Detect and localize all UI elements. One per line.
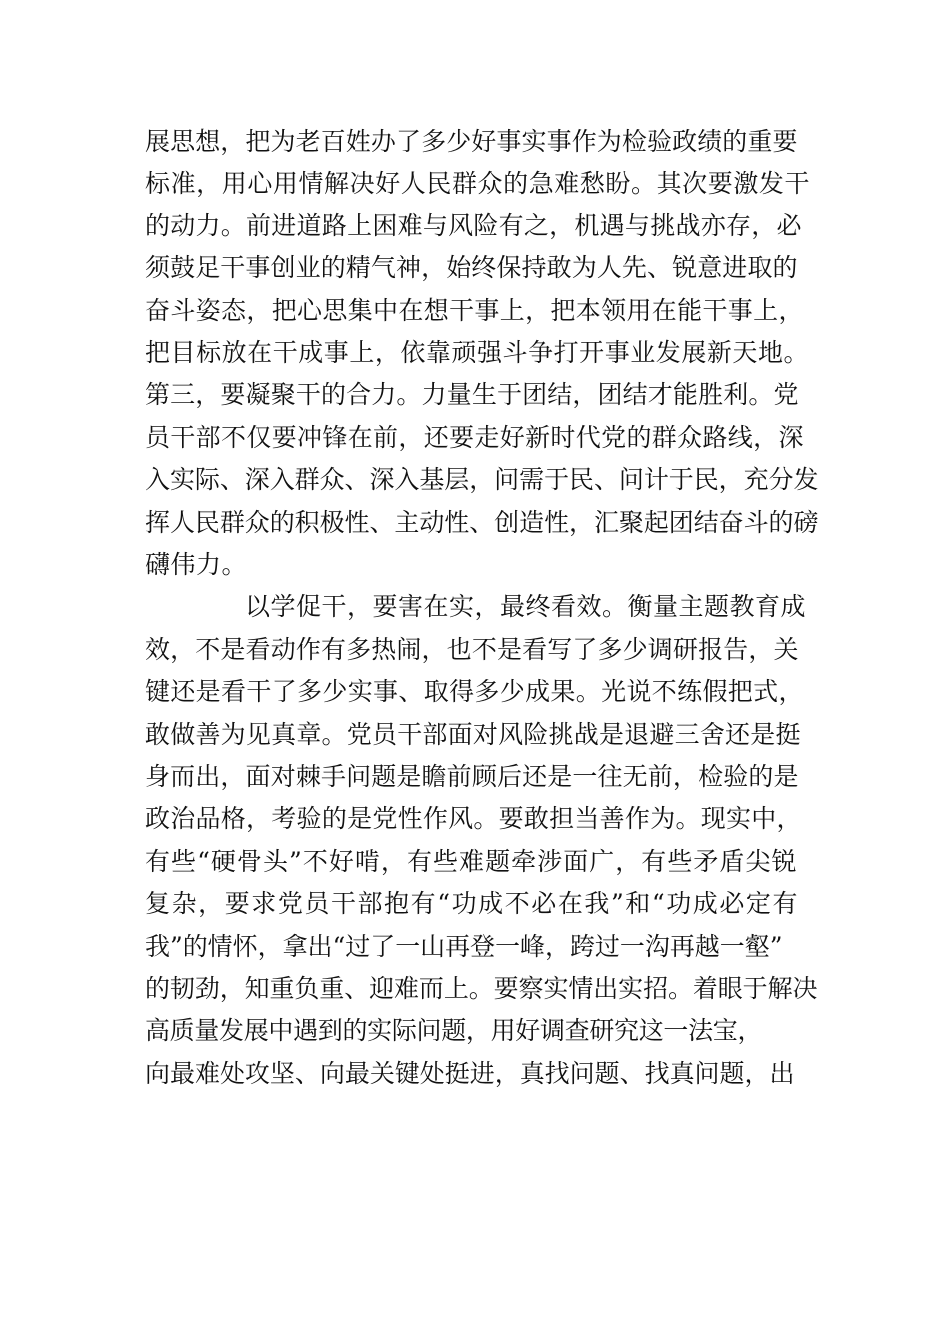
text-line: 政治品格，考验的是党性作风。要敢担当善作为。现实中， bbox=[145, 804, 802, 833]
text-line: 入实际、深入群众、深入基层，问需于民、问计于民，充分发 bbox=[145, 465, 819, 494]
text-line: 的动力。前进道路上困难与风险有之，机遇与挑战亦存，必 bbox=[145, 211, 802, 240]
text-line: 向最难处攻坚、向最关键处挺进，真找问题、找真问题，出 bbox=[145, 1059, 795, 1088]
text-line: 展思想，把为老百姓办了多少好事实事作为检验政绩的重要 bbox=[145, 127, 798, 156]
text-line: 把目标放在干成事上，依靠顽强斗争打开事业发展新天地。 bbox=[145, 338, 810, 367]
text-line: 以学促干，要害在实，最终看效。衡量主题教育成 bbox=[245, 592, 807, 621]
text-line: 有些“硬骨头”不好啃，有些难题牵涉面广，有些矛盾尖锐 bbox=[145, 847, 798, 876]
text-line: 员干部不仅要冲锋在前，还要走好新时代党的群众路线，深 bbox=[145, 423, 804, 452]
text-line: 礴伟力。 bbox=[145, 550, 248, 579]
text-line: 的韧劲，知重负重、迎难而上。要察实情出实招。着眼于解决 bbox=[145, 974, 818, 1003]
text-line: 复杂，要求党员干部抱有“功成不必在我”和“功成必定有 bbox=[145, 889, 800, 918]
text-line: 须鼓足干事创业的精气神，始终保持敢为人先、锐意进取的 bbox=[145, 253, 798, 282]
text-line: 我”的情怀，拿出“过了一山再登一峰，跨过一沟再越一壑” bbox=[145, 932, 783, 961]
text-line: 第三，要凝聚干的合力。力量生于团结，团结才能胜利。党 bbox=[145, 380, 799, 409]
text-line: 效，不是看动作有多热闹，也不是看写了多少调研报告，关 bbox=[145, 635, 799, 664]
text-line: 键还是看干了多少实事、取得多少成果。光说不练假把式， bbox=[145, 677, 804, 706]
text-line: 标准，用心用情解决好人民群众的急难愁盼。其次要激发干 bbox=[145, 169, 811, 198]
text-line: 奋斗姿态，把心思集中在想干事上，把本领用在能干事上， bbox=[145, 296, 804, 325]
text-line: 高质量发展中遇到的实际问题，用好调查研究这一法宝， bbox=[145, 1016, 763, 1045]
text-line: 挥人民群众的积极性、主动性、创造性，汇聚起团结奋斗的磅 bbox=[145, 508, 819, 537]
text-line: 身而出，面对棘手问题是瞻前顾后还是一往无前，检验的是 bbox=[145, 762, 799, 791]
text-line: 敢做善为见真章。党员干部面对风险挑战是退避三舍还是挺 bbox=[145, 720, 801, 749]
